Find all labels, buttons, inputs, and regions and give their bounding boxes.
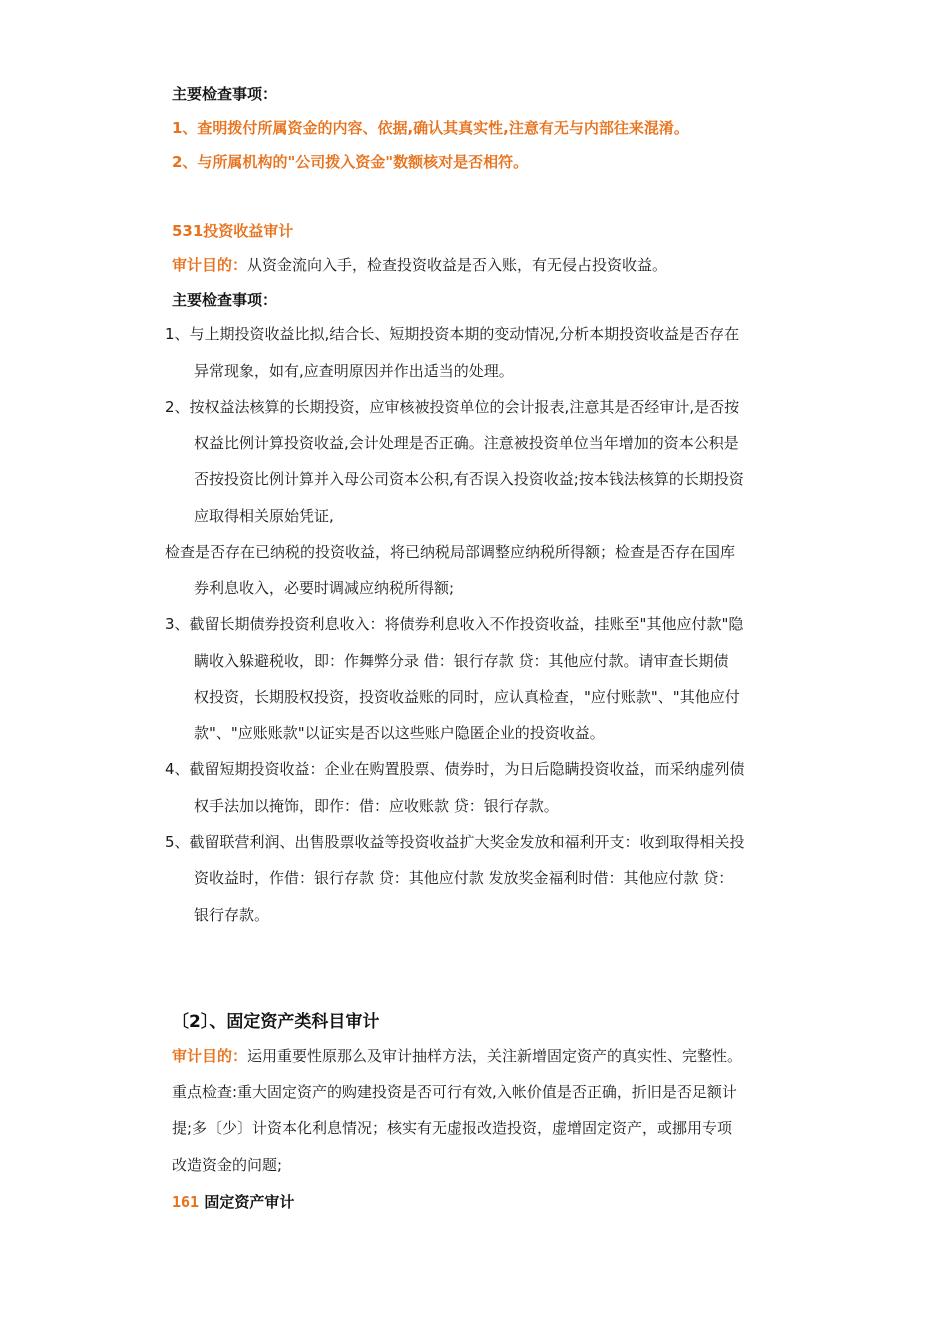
section531-title: 531投资收益审计 [172, 222, 294, 240]
section-fixed-purpose-text: 运用重要性原那么及审计抽样方法，关注新增固定资产的真实性、完整性。 [247, 1047, 743, 1065]
section1-item-2: 2、与所属机构的"公司拨入资金"数额核对是否相符。 [172, 153, 529, 171]
section-fixed-sub-title: 固定资产审计 [204, 1193, 295, 1211]
paragraph-line: 应取得相关原始凭证, [194, 507, 334, 525]
section531-purpose-label: 审计目的： [172, 256, 248, 274]
paragraph-line: 4、截留短期投资收益：企业在购置股票、债券时，为日后隐瞒投资收益，而采纳虚列债 [165, 760, 745, 778]
paragraph-line: 异常现象，如有,应查明原因并作出适当的处理。 [194, 362, 514, 380]
paragraph-line: 2、按权益法核算的长期投资，应审核被投资单位的会计报表,注意其是否经审计,是否按 [165, 398, 740, 416]
paragraph-line: 权手法加以掩饰，即作：借：应收账款 贷：银行存款。 [194, 797, 559, 815]
section531-check-heading: 主要检查事项： [172, 291, 278, 309]
section-fixed-sub-number: 161 [172, 1193, 200, 1211]
section-fixed-title: 〔2〕、固定资产类科目审计 [172, 1012, 380, 1032]
paragraph-line: 券利息收入，必要时调减应纳税所得额; [194, 579, 455, 597]
paragraph-line: 重点检查:重大固定资产的购建投资是否可行有效,入帐价值是否正确，折旧是否足额计 [172, 1083, 737, 1101]
section1-heading: 主要检查事项： [172, 85, 278, 103]
paragraph-line: 5、截留联营利润、出售股票收益等投资收益扩大奖金发放和福利开支：收到取得相关投 [165, 833, 745, 851]
section-fixed-purpose-label: 审计目的： [172, 1047, 248, 1065]
paragraph-line: 资收益时，作借：银行存款 贷：其他应付款 发放奖金福利时借：其他应付款 贷： [194, 869, 734, 887]
paragraph-line: 否按投资比例计算并入母公司资本公积,有否误入投资收益;按本钱法核算的长期投资 [194, 470, 744, 488]
paragraph-line: 瞒收入躲避税收，即：作舞弊分录 借：银行存款 贷：其他应付款。请审查长期债 [194, 652, 729, 670]
paragraph-line: 银行存款。 [194, 906, 270, 924]
paragraph-line: 1、与上期投资收益比拟,结合长、短期投资本期的变动情况,分析本期投资收益是否存在 [165, 325, 740, 343]
section531-purpose [172, 255, 667, 275]
paragraph-line: 改造资金的问题; [172, 1156, 283, 1174]
section-fixed-purpose [172, 1046, 742, 1066]
paragraph-line: 款"、"应账账款"以证实是否以这些账户隐匿企业的投资收益。 [194, 724, 605, 742]
paragraph-line: 提;多〔少〕计资本化利息情况；核实有无虚报改造投资，虚增固定资产，或挪用专项 [172, 1119, 733, 1137]
paragraph-line: 权益比例计算投资收益,会计处理是否正确。注意被投资单位当年增加的资本公积是 [194, 434, 739, 452]
paragraph-line: 3、截留长期债券投资利息收入：将债券利息收入不作投资收益，挂账至"其他应付款"隐 [165, 615, 744, 633]
section1-item-1: 1、查明拨付所属资金的内容、依据,确认其真实性,注意有无与内部往来混淆。 [172, 119, 689, 137]
paragraph-line: 权投资，长期股权投资，投资收益账的同时，应认真检查，"应付账款"、"其他应付 [194, 688, 740, 706]
section-fixed-subheading [172, 1192, 294, 1212]
paragraph-line: 检查是否存在已纳税的投资收益，将已纳税局部调整应纳税所得额；检查是否存在国库 [165, 543, 736, 561]
section531-purpose-text: 从资金流向入手，检查投资收益是否入账，有无侵占投资收益。 [247, 256, 668, 274]
